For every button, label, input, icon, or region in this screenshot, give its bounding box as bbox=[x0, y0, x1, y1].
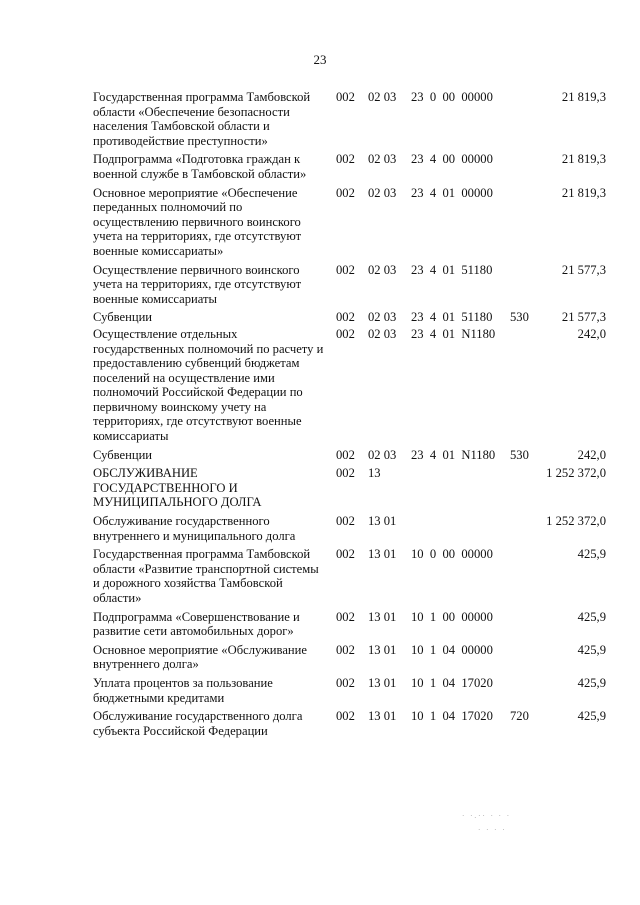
table-row bbox=[93, 310, 613, 325]
row-cs: 23 4 01 N1180 bbox=[411, 326, 496, 341]
row-cs: 10 1 04 17020 bbox=[411, 709, 493, 724]
table-row bbox=[93, 547, 613, 605]
row-name: Подпрограмма «Совершенствование и развитие сети автомобильных дорог» bbox=[93, 609, 300, 639]
row-rz: 02 03 bbox=[368, 152, 397, 167]
row-amount: 425,9 bbox=[577, 547, 606, 562]
row-amount: 21 577,3 bbox=[561, 310, 606, 325]
row-rz: 13 bbox=[368, 466, 381, 481]
row-amount: 1 252 372,0 bbox=[546, 514, 606, 529]
row-name: Субвенции bbox=[93, 447, 153, 462]
row-amount: 21 819,3 bbox=[561, 185, 606, 200]
table-row bbox=[93, 514, 613, 543]
row-gr: 002 bbox=[336, 152, 355, 167]
table-row bbox=[93, 448, 613, 463]
table-row bbox=[93, 263, 613, 307]
row-amount: 21 577,3 bbox=[561, 262, 606, 277]
row-gr: 002 bbox=[336, 675, 355, 690]
faint-mark: · · · · bbox=[478, 826, 507, 834]
budget-table bbox=[93, 90, 613, 742]
row-name: Осуществление первичного воинского учета на территориях, где отсутствуют военные комиссариаты bbox=[93, 262, 302, 306]
row-gr: 002 bbox=[336, 90, 355, 104]
table-row bbox=[93, 327, 613, 444]
row-name: Обслуживание государственного долга субъекта Российской Федерации bbox=[93, 709, 303, 738]
row-rz: 02 03 bbox=[368, 447, 397, 462]
row-gr: 002 bbox=[336, 609, 355, 624]
table-row bbox=[93, 643, 613, 672]
row-amount: 425,9 bbox=[577, 675, 606, 690]
row-rz: 13 01 bbox=[368, 709, 397, 724]
row-amount: 425,9 bbox=[577, 709, 606, 724]
row-rz: 13 01 bbox=[368, 675, 397, 690]
row-vr: 720 bbox=[510, 709, 529, 724]
table-row bbox=[93, 152, 613, 181]
row-name: Субвенции bbox=[93, 310, 153, 325]
row-cs: 10 1 04 00000 bbox=[411, 642, 493, 657]
row-name: Уплата процентов за пользование бюджетными кредитами bbox=[93, 675, 273, 705]
row-amount: 242,0 bbox=[577, 447, 606, 462]
row-rz: 02 03 bbox=[368, 310, 397, 325]
row-cs: 10 1 04 17020 bbox=[411, 675, 493, 690]
row-name: Основное мероприятие «Обслуживание внутреннего долга» bbox=[93, 642, 307, 672]
table-row bbox=[93, 610, 613, 639]
row-name: Государственная программа Тамбовской области «Развитие транспортной системы и дорожного хозяйства Тамбовской области» bbox=[93, 547, 319, 605]
row-cs: 23 4 01 00000 bbox=[411, 185, 493, 200]
faint-mark: · ·.·· · · · bbox=[462, 812, 512, 820]
row-amount: 425,9 bbox=[577, 609, 606, 624]
row-gr: 002 bbox=[336, 185, 355, 200]
row-cs: 23 0 00 00000 bbox=[411, 90, 493, 104]
table-row bbox=[93, 466, 613, 510]
row-gr: 002 bbox=[336, 326, 355, 341]
row-gr: 002 bbox=[336, 466, 355, 481]
row-gr: 002 bbox=[336, 310, 355, 325]
row-cs: 23 4 01 N1180 bbox=[411, 447, 496, 462]
row-name: Подпрограмма «Подготовка граждан к военной службе в Тамбовской области» bbox=[93, 152, 307, 181]
row-rz: 13 01 bbox=[368, 609, 397, 624]
row-gr: 002 bbox=[336, 547, 355, 562]
row-rz: 02 03 bbox=[368, 185, 397, 200]
row-gr: 002 bbox=[336, 642, 355, 657]
row-amount: 242,0 bbox=[577, 326, 606, 341]
row-cs: 23 4 01 51180 bbox=[411, 262, 493, 277]
table-row bbox=[93, 676, 613, 705]
table-row bbox=[93, 90, 613, 148]
row-gr: 002 bbox=[336, 709, 355, 724]
row-rz: 02 03 bbox=[368, 262, 397, 277]
row-gr: 002 bbox=[336, 447, 355, 462]
row-name: ОБСЛУЖИВАНИЕ ГОСУДАРСТВЕННОГО И МУНИЦИПАЛЬНОГО ДОЛГА bbox=[93, 466, 262, 510]
row-name: Государственная программа Тамбовской области «Обеспечение безопасности населения Тамбовской области и противодействие преступности» bbox=[93, 90, 311, 148]
row-gr: 002 bbox=[336, 514, 355, 529]
row-rz: 13 01 bbox=[368, 514, 397, 529]
page-number: 23 bbox=[313, 52, 327, 67]
row-cs: 23 4 01 51180 bbox=[411, 310, 493, 325]
row-rz: 02 03 bbox=[368, 90, 397, 104]
row-name: Основное мероприятие «Обеспечение переданных полномочий по осуществлению первичного воинского учета на территориях, где отсутствуют военные комиссариаты» bbox=[93, 185, 302, 258]
row-vr: 530 bbox=[510, 447, 529, 462]
row-name: Обслуживание государственного внутреннего и муниципального долга bbox=[93, 514, 296, 543]
row-amount: 21 819,3 bbox=[561, 90, 606, 104]
row-cs: 23 4 00 00000 bbox=[411, 152, 493, 167]
table-row bbox=[93, 186, 613, 259]
row-vr: 530 bbox=[510, 310, 529, 325]
row-cs: 10 0 00 00000 bbox=[411, 547, 493, 562]
row-rz: 02 03 bbox=[368, 326, 397, 341]
row-amount: 21 819,3 bbox=[561, 152, 606, 167]
row-gr: 002 bbox=[336, 262, 355, 277]
row-rz: 13 01 bbox=[368, 642, 397, 657]
row-cs: 10 1 00 00000 bbox=[411, 609, 493, 624]
table-row bbox=[93, 709, 613, 738]
row-amount: 1 252 372,0 bbox=[546, 466, 606, 481]
row-rz: 13 01 bbox=[368, 547, 397, 562]
row-name: Осуществление отдельных государственных полномочий по расчету и предоставлению субвенций бюджетам поселений на осуществление ими полномочий Российской Федерации по первичному воинскому учету на территориях, где отсутствуют военные комиссариаты bbox=[93, 326, 324, 444]
row-amount: 425,9 bbox=[577, 642, 606, 657]
